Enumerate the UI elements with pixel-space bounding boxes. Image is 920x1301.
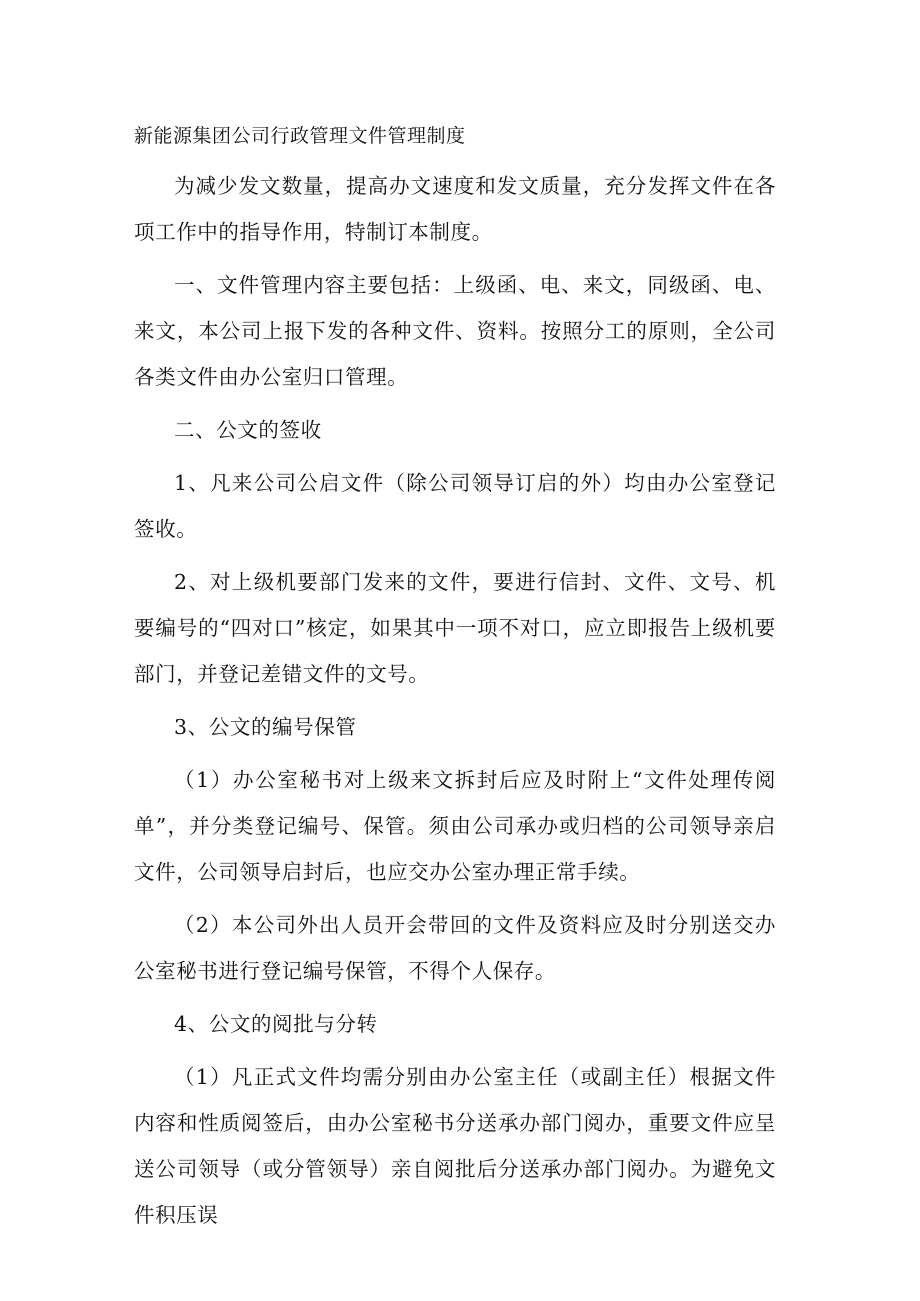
paragraph-2-2: 2、对上级机要部门发来的文件，要进行信封、文件、文号、机要编号的“四对口”核定，如果其中一项不对口，应立即报告上级机要部门，并登记差错文件的文号。 xyxy=(134,570,776,686)
paragraph-2-1: 1、凡来公司公启文件（除公司领导订启的外）均由办公室登记签收。 xyxy=(134,471,776,541)
heading-section-2: 二、公文的签收 xyxy=(174,418,322,442)
paragraph-section-1: 一、文件管理内容主要包括：上级函、电、来文，同级函、电、来文，本公司上报下发的各种文件、资料。按照分工的原则，全公司各类文件由办公室归口管理。 xyxy=(134,273,776,389)
paragraph-3-1: （1）办公室秘书对上级来文拆封后应及时附上“文件处理传阅单”，并分类登记编号、保管。须由公司承办或归档的公司领导亲启文件，公司领导启封后，也应交办公室办理正常手续。 xyxy=(134,768,776,884)
document-title: 新能源集团公司行政管理文件管理制度 xyxy=(134,125,466,147)
document-body xyxy=(134,163,776,1245)
heading-2-4: 4、公文的阅批与分转 xyxy=(174,1012,378,1036)
paragraph-4-1: （1）凡正式文件均需分别由办公室主任（或副主任）根据文件内容和性质阅签后，由办公室秘书分送承办部门阅办，重要文件应呈送公司领导（或分管领导）亲自阅批后分送承办部门阅办。为避免文件积压误 xyxy=(134,1065,776,1227)
paragraph-3-2: （2）本公司外出人员开会带回的文件及资料应及时分别送交办公室秘书进行登记编号保管，不得个人保存。 xyxy=(134,913,776,983)
paragraph-intro: 为减少发文数量，提高办文速度和发文质量，充分发挥文件在各项工作中的指导作用，特制订本制度。 xyxy=(134,174,776,244)
heading-2-3: 3、公文的编号保管 xyxy=(174,715,357,739)
